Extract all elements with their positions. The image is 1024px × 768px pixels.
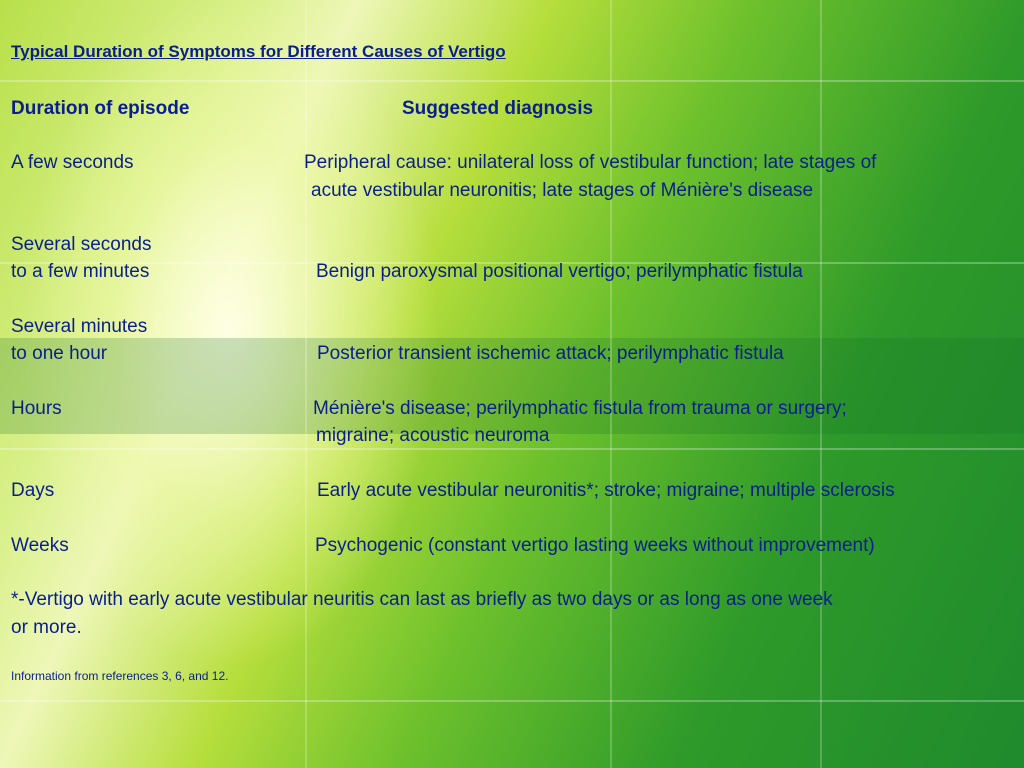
duration-cell: Days (11, 480, 55, 501)
duration-cell: Weeks (11, 535, 69, 556)
background-line (0, 80, 1024, 82)
duration-cell: Several minutes (11, 316, 148, 337)
background-line (820, 0, 822, 768)
background-line (305, 0, 307, 768)
diagnosis-cell: Ménière's disease; perilymphatic fistula from trauma or surgery; (313, 398, 847, 419)
footnote: *-Vertigo with early acute vestibular neuritis can last as briefly as two days or as long as one week (11, 589, 833, 610)
duration-cell: Several seconds (11, 234, 152, 255)
diagnosis-cell: Posterior transient ischemic attack; perilymphatic fistula (317, 343, 784, 364)
duration-cell: to a few minutes (11, 261, 150, 282)
diagnosis-cell: Psychogenic (constant vertigo lasting weeks without improvement) (315, 535, 875, 556)
footnote: or more. (11, 617, 82, 638)
duration-cell: to one hour (11, 343, 108, 364)
diagnosis-cell: acute vestibular neuronitis; late stages of Ménière's disease (311, 180, 814, 201)
duration-cell: Hours (11, 398, 62, 419)
source-note: Information from references 3, 6, and 12. (11, 669, 229, 683)
background-line (0, 700, 1024, 702)
slide-title: Typical Duration of Symptoms for Different Causes of Vertigo (11, 42, 506, 61)
diagnosis-cell: Benign paroxysmal positional vertigo; perilymphatic fistula (316, 261, 803, 282)
duration-cell: A few seconds (11, 152, 134, 173)
diagnosis-column-header: Suggested diagnosis (402, 98, 594, 119)
diagnosis-cell: migraine; acoustic neuroma (316, 425, 550, 446)
diagnosis-cell: Peripheral cause: unilateral loss of vestibular function; late stages of (304, 152, 877, 173)
background-line (610, 0, 612, 768)
diagnosis-cell: Early acute vestibular neuronitis*; stroke; migraine; multiple sclerosis (317, 480, 895, 501)
duration-column-header: Duration of episode (11, 98, 190, 119)
